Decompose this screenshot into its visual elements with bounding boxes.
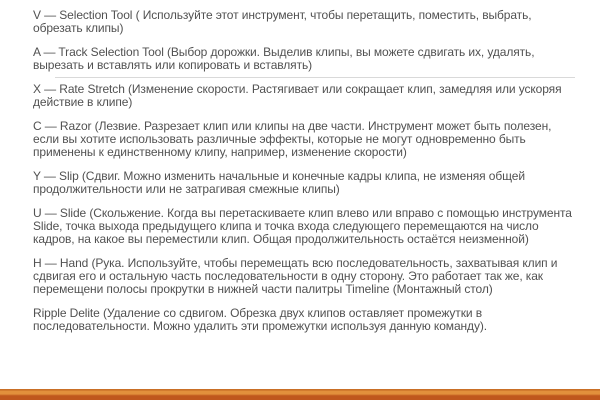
tool-description-razor: C — Razor (Лезвие. Разрезает клип или клипы на две части. Инструмент может быть полезен, если вы хотите использовать различные эффекты, которые не могут одновременно быть применены к единственному клипу, например, изменение скорости) [33,119,552,159]
divider-line [55,77,575,78]
tool-descriptions-list [33,9,577,344]
bottom-accent-bar [0,389,600,400]
tool-description-ripple-delete: Ripple Delite (Удаление со сдвигом. Обрезка двух клипов оставляет промежутки в последовательности. Можно удалить эти промежутки используя данную команду). [33,306,487,333]
tool-description-slip: Y — Slip (Сдвиг. Можно изменить начальные и конечные кадры клипа, не изменяя общей продолжительности или не затрагивая смежные клипы) [33,169,525,196]
tool-description-rate-stretch: X — Rate Stretch (Изменение скорости. Растягивает или сокращает клип, замедляя или ускоряя действие в клипе) [33,82,562,109]
tool-description-selection: V — Selection Tool ( Используйте этот инструмент, чтобы перетащить, поместить, выбрать, обрезать клипы) [33,8,532,35]
tool-description-slide: U — Slide (Скольжение. Когда вы перетаскиваете клип влево или вправо с помощью инструмента Slide, точка выхода предыдущего клипа и точка входа следующего перемещаются на число кадров, на какое вы переместили клип. Общая продолжительность остаётся неизменной) [33,206,572,246]
tool-description-hand: H — Hand (Рука. Используйте, чтобы перемещать всю последовательность, захватывая клип и сдвигая его и остальную часть последовательности в одну сторону. Это работает так же, как перемещени полосы прокрутки в нижней части палитры Timeline (Монтажный стол) [33,256,558,296]
tool-description-track-selection: A — Track Selection Tool (Выбор дорожки. Выделив клипы, вы можете сдвигать их, удалять, вырезать и вставлять или копировать и вставлять) [33,45,535,72]
